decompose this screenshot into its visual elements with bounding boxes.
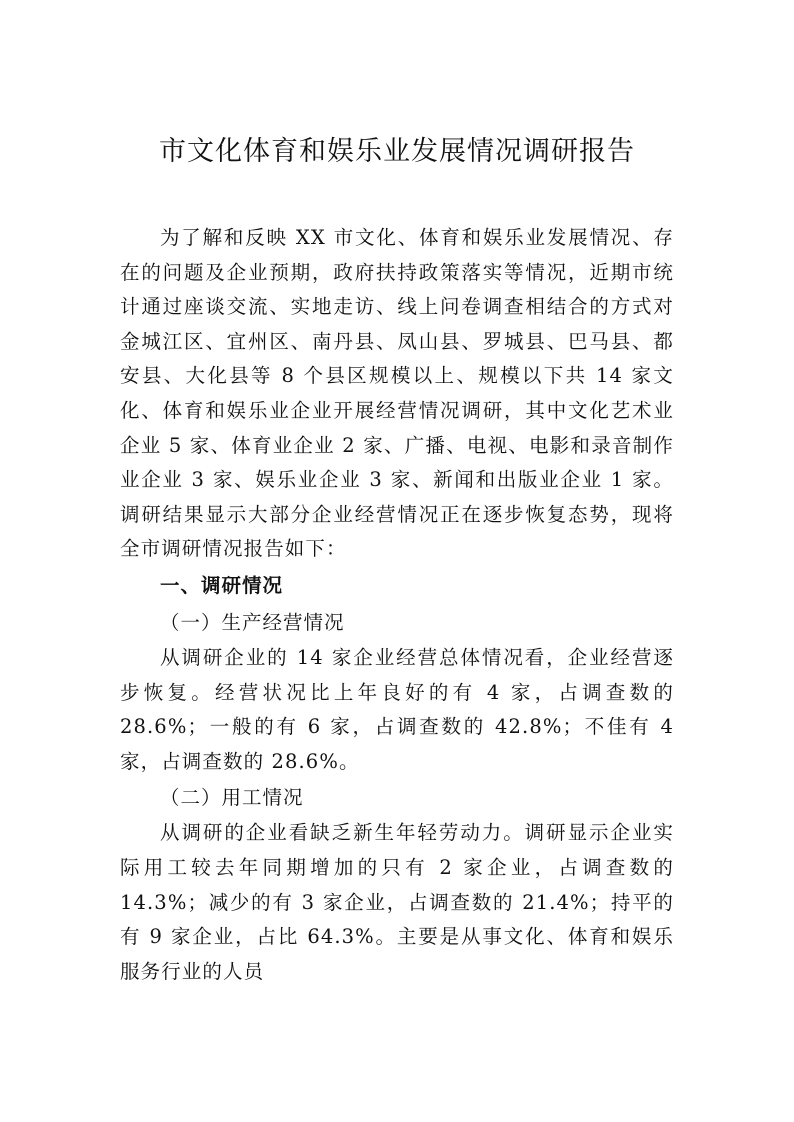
intro-paragraph: 为了解和反映 XX 市文化、体育和娱乐业发展情况、存在的问题及企业预期，政府扶持政策落实等情况，近期市统计通过座谈交流、实地走访、线上问卷调查相结合的方式对金城江区、宜州区、南丹县、凤山县、罗城县、巴马县、都安县、大化县等 8 个县区规模以上、规模以下共 14 家文化、体育和娱乐业企业开展经营情况调研，其中文化艺术业企业 5 家、体育业企业 2 家、广播、电视、电影和录音制作业企业 3 家、娱乐业企业 3 家、新闻和出版业企业 1 家。调研结果显示大部分企业经营情况正在逐步恢复态势，现将全市调研情况报告如下：: [120, 226, 674, 561]
operations-paragraph: 从调研企业的 14 家企业经营总体情况看，企业经营逐步恢复。经营状况比上年良好的有 4 家，占调查数的 28.6%；一般的有 6 家，占调查数的 42.8%；不佳有 4 家，占调查数的 28.6%。: [120, 645, 674, 773]
employment-paragraph: 从调研的企业看缺乏新生年轻劳动力。调研显示企业实际用工较去年同期增加的只有 2 家企业，占调查数的 14.3%；减少的有 3 家企业，占调查数的 21.4%；持平的有 9 家企业，占比 64.3%。主要是从事文化、体育和娱乐服务行业的人员: [120, 821, 674, 983]
subsection-heading-operations: （一）生产经营情况: [160, 610, 345, 634]
document-title: 市文化体育和娱乐业发展情况调研报告: [159, 136, 635, 167]
subsection-heading-employment: （二）用工情况: [160, 786, 304, 810]
section-heading-survey: 一、调研情况: [160, 573, 284, 597]
document-body: [120, 221, 674, 989]
